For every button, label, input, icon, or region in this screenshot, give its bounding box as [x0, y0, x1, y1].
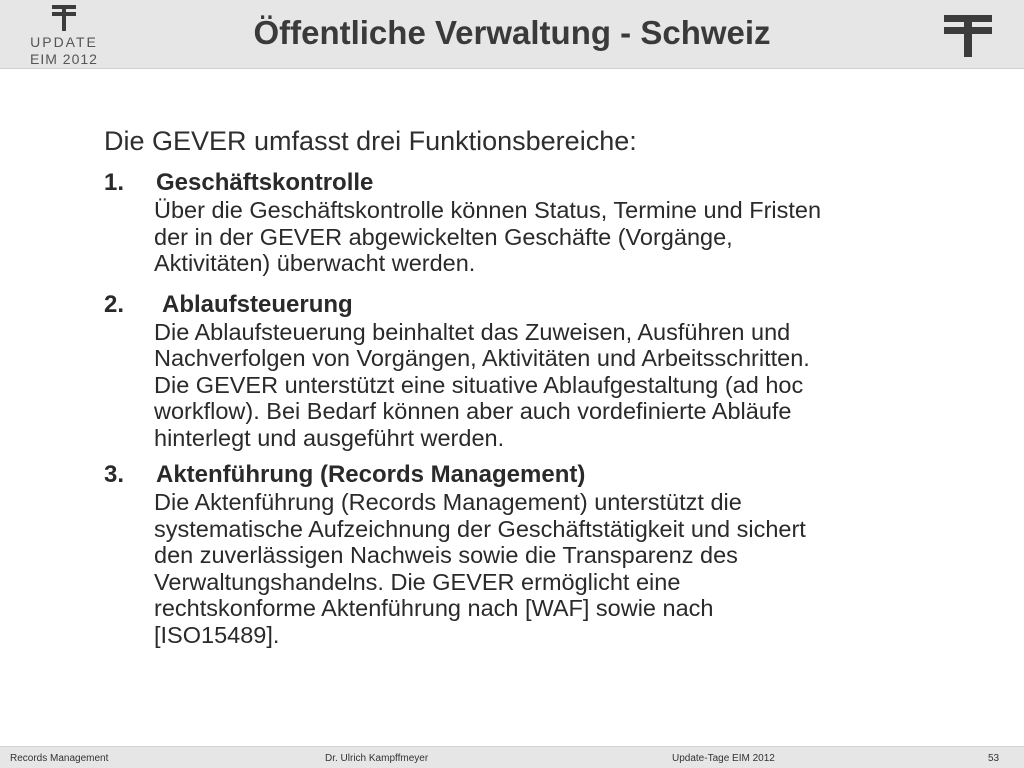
section-title: Ablaufsteuerung	[162, 290, 353, 318]
page-number: 53	[988, 753, 1000, 764]
section-title: Aktenführung (Records Management)	[156, 461, 586, 488]
section-heading-2	[104, 291, 964, 319]
page-title: Öffentliche Verwaltung - Schweiz	[253, 14, 771, 51]
intro-text: Die GEVER umfasst drei Funktionsbereiche:	[104, 126, 637, 156]
footer-event: Update-Tage EIM 2012	[672, 753, 775, 764]
section-number: 1.	[104, 169, 125, 196]
logo-text-eim: EIM 2012	[30, 51, 98, 67]
footer-topic: Records Management	[10, 753, 109, 764]
section-title: Geschäftskontrolle	[156, 169, 374, 196]
section-body-3: Die Aktenführung (Records Management) unterstützt die systematische Aufzeichnung der Geschäftstätigkeit und sichert den zuverlässigen Nachweis sowie die Transparenz des Verwaltungshandelns. Die GEVER ermöglicht eine rechtskonforme Aktenführung nach [WAF] sowie nach [ISO15489].	[154, 489, 806, 648]
section-heading-1	[104, 169, 964, 197]
logo-text-update: UPDATE	[30, 34, 98, 50]
footer-band	[0, 746, 1024, 768]
section-body-1: Über die Geschäftskontrolle können Status, Termine und Fristen der in der GEVER abgewickelten Geschäfte (Vorgänge, Aktivitäten) überwacht werden.	[154, 197, 822, 276]
section-number: 2.	[104, 290, 125, 318]
logo-mark-icon	[944, 15, 992, 57]
footer-author: Dr. Ulrich Kampffmeyer	[325, 753, 429, 764]
logo-mark-icon	[52, 5, 76, 31]
section-body-2: Die Ablaufsteuerung beinhaltet das Zuweisen, Ausführen und Nachverfolgen von Vorgängen, Aktivitäten und Arbeitsschritten. Die GEVER unterstützt eine situative Ablaufgestaltung (ad hoc workflow). Bei Bedarf können aber auch vordefinierte Abläufe hinterlegt und ausgeführt werden.	[154, 318, 810, 451]
slide-content	[104, 126, 964, 648]
section-heading-3	[104, 461, 964, 489]
section-number: 3.	[104, 461, 125, 488]
update-eim-logo	[14, 4, 114, 66]
header-band	[0, 0, 1024, 69]
